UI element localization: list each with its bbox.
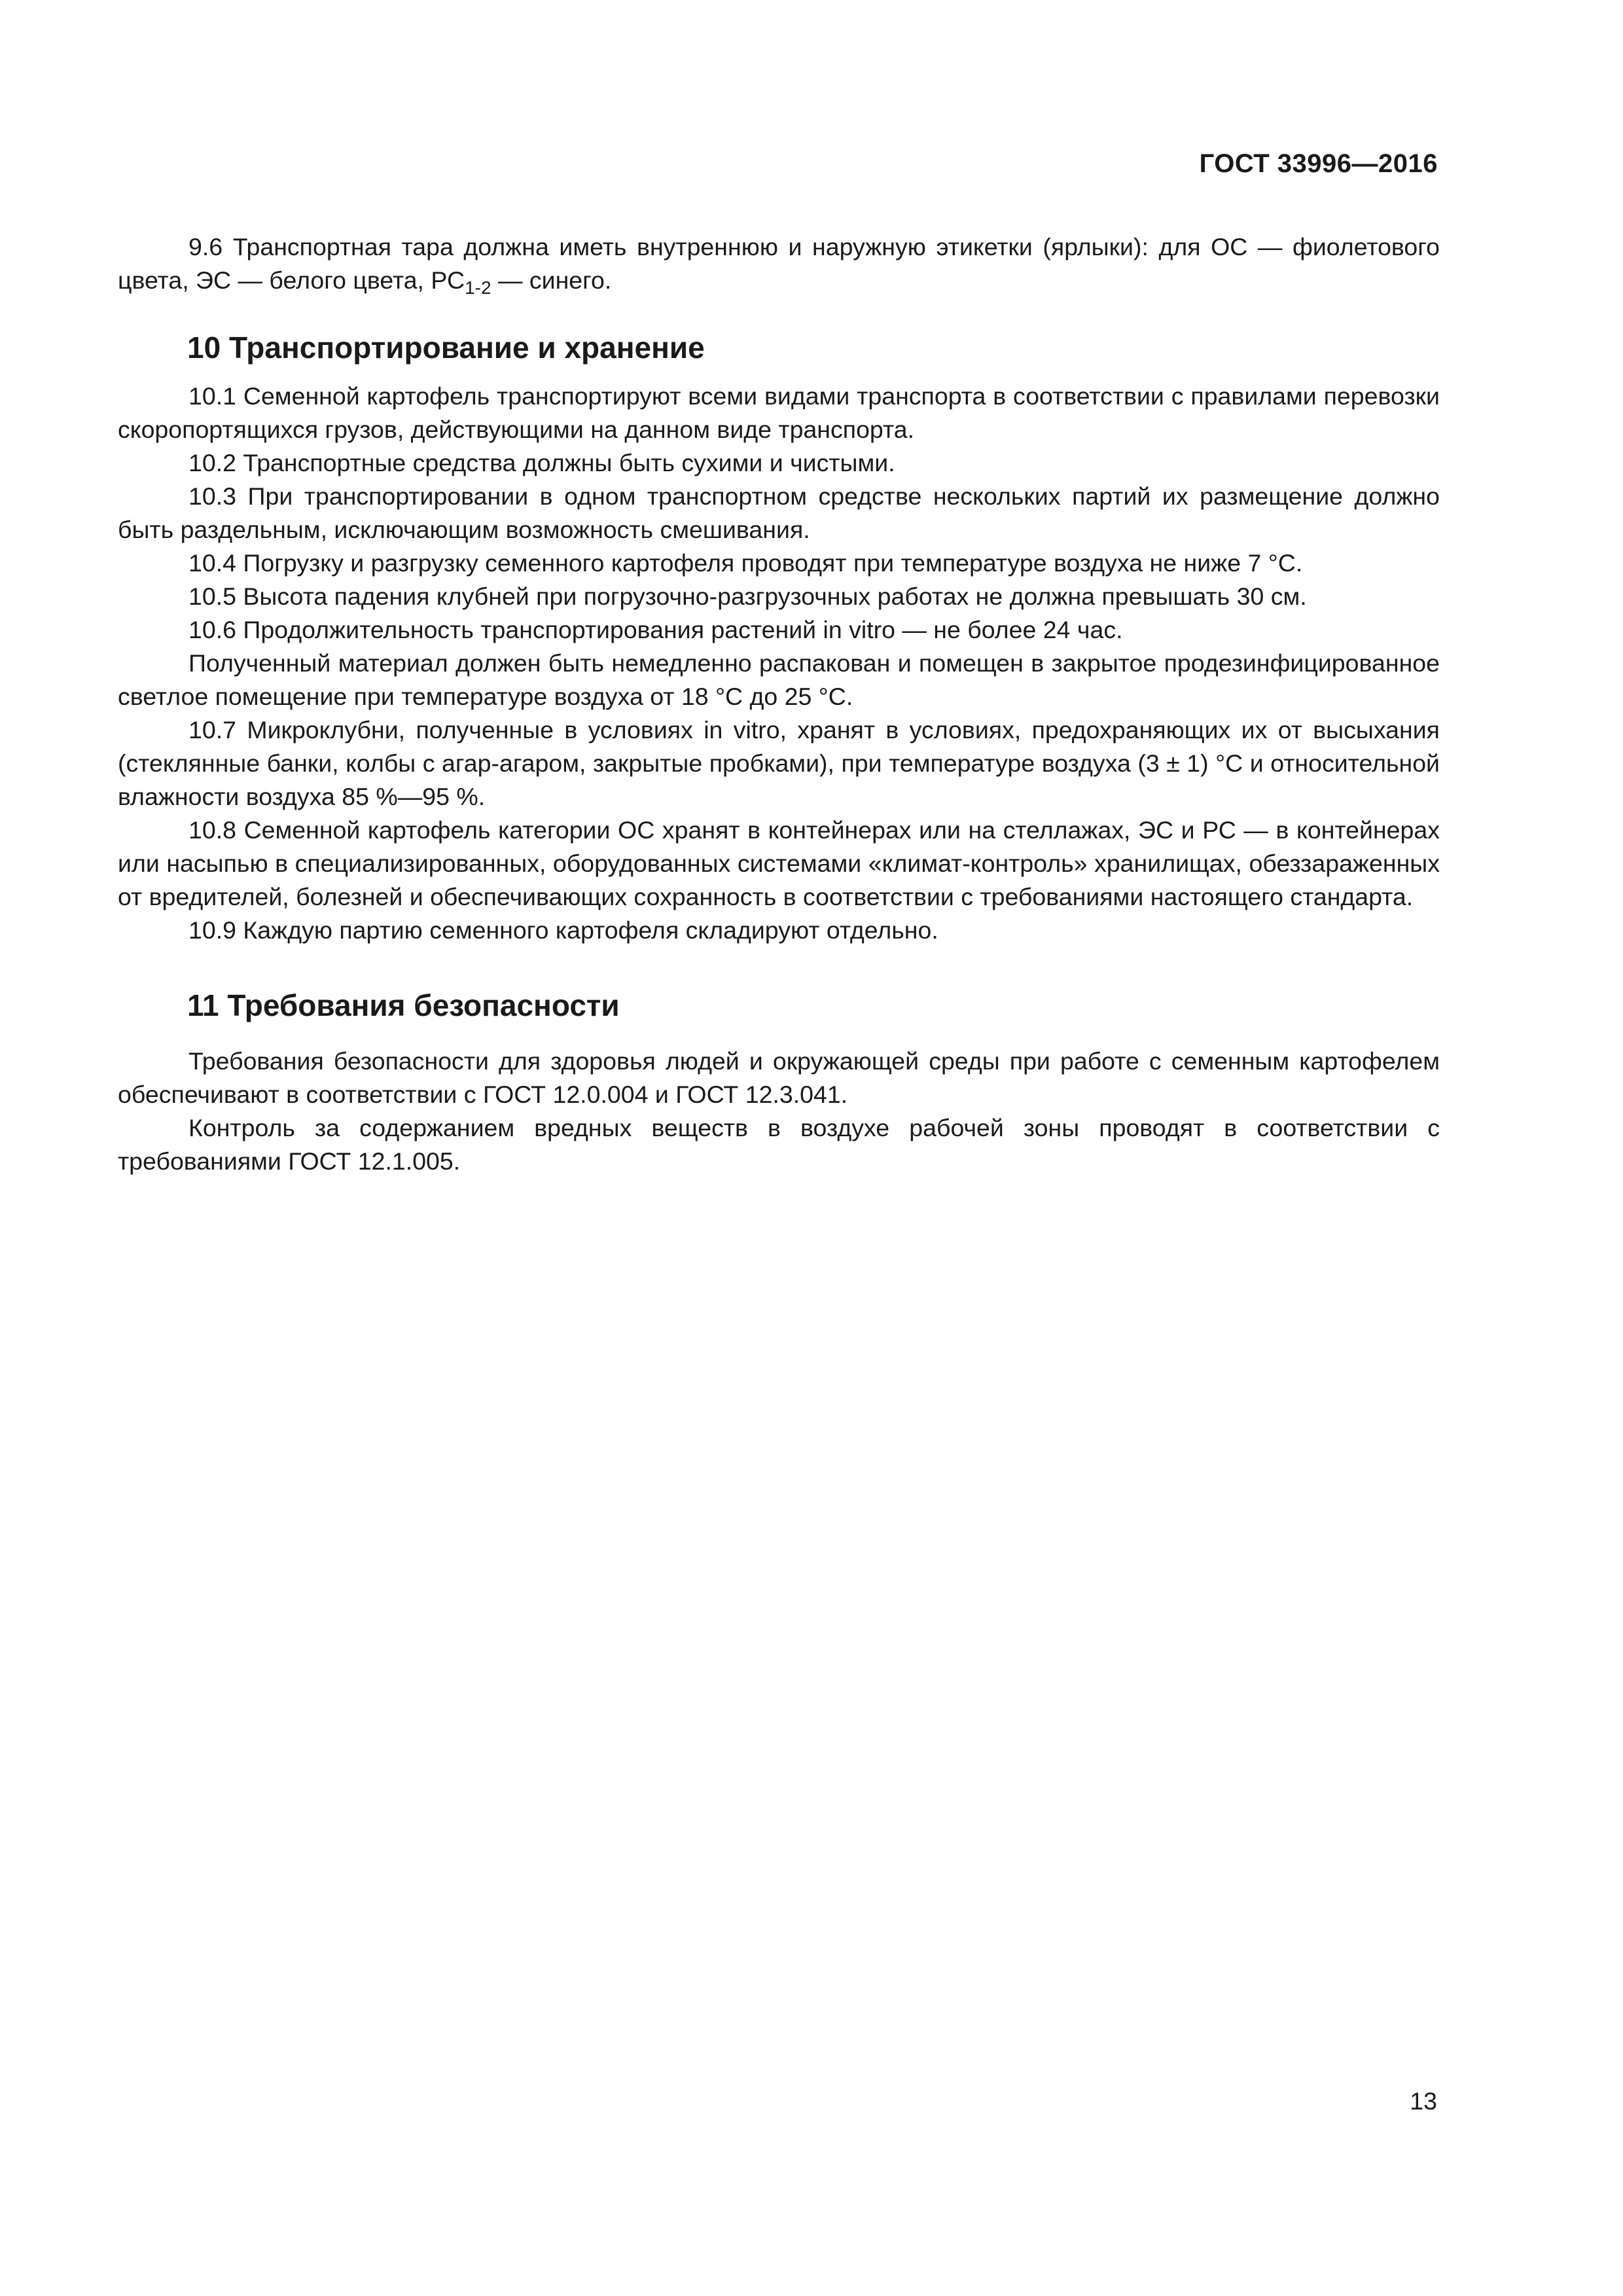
- paragraph-11-2: Контроль за содержанием вредных веществ в воздухе рабочей зоны проводят в соответствии с требованиями ГОСТ 12.1.005.: [118, 1114, 1440, 1175]
- paragraph-10-5: 10.5 Высота падения клубней при погрузочно-разгрузочных работах не должна превышать 30 см.: [188, 583, 1307, 610]
- subscript-rs: 1-2: [465, 278, 491, 298]
- paragraph-10-9: 10.9 Каждую партию семенного картофеля складируют отдельно.: [188, 916, 938, 944]
- section-10-heading: 10 Транспортирование и хранение: [187, 331, 705, 365]
- page-number: 13: [1410, 2087, 1437, 2115]
- paragraph-10-8: 10.8 Семенной картофель категории ОС хранят в контейнерах или на стеллажах, ЭС и РС — в контейнерах или насыпью в специализированных, оборудованных системами «климат-контроль» хранилищах, обеззараженных от вредителей, болезней и обеспечивающих сохранность в соответствии с требованиями настоящего стандарта.: [118, 816, 1440, 910]
- paragraph-9-6-end: — синего.: [491, 266, 612, 294]
- paragraph-10-4: 10.4 Погрузку и разгрузку семенного картофеля проводят при температуре воздуха не ниже 7 °С.: [188, 549, 1303, 577]
- paragraph-10-2: 10.2 Транспортные средства должны быть сухими и чистыми.: [188, 449, 895, 476]
- paragraph-9-6-text: 9.6 Транспортная тара должна иметь внутреннюю и наружную этикетки (ярлыки): для ОС — фиолетового цвета, ЭС — белого цвета, РС: [118, 233, 1440, 294]
- paragraph-10-6: 10.6 Продолжительность транспортирования растений in vitro — не более 24 час.: [188, 616, 1123, 643]
- document-body: [118, 230, 1440, 1178]
- paragraph-10-1: 10.1 Семенной картофель транспортируют всеми видами транспорта в соответствии с правилами перевозки скоропортящихся грузов, действующими на данном виде транспорта.: [118, 382, 1440, 443]
- paragraph-11-1: Требования безопасности для здоровья людей и окружающей среды при работе с семенным картофелем обеспечивают в соответствии с ГОСТ 12.0.004 и ГОСТ 12.3.041.: [118, 1047, 1440, 1108]
- section-11-heading: 11 Требования безопасности: [187, 988, 620, 1022]
- paragraph-9-6: [118, 230, 1440, 297]
- paragraph-10-7: 10.7 Микроклубни, полученные в условиях in vitro, хранят в условиях, предохраняющих их от высыхания (стеклянные банки, колбы с агар-агаром, закрытые пробками), при температуре воздуха (3 ± 1) °С и относительной влажности воздуха 85 %—95 %.: [118, 716, 1440, 810]
- standard-code: ГОСТ 33996—2016: [1199, 149, 1438, 178]
- paragraph-10-6-continued: Полученный материал должен быть немедленно распакован и помещен в закрытое продезинфицированное светлое помещение при температуре воздуха от 18 °С до 25 °С.: [118, 649, 1440, 710]
- paragraph-10-3: 10.3 При транспортировании в одном транспортном средстве нескольких партий их размещение должно быть раздельным, исключающим возможность смешивания.: [118, 482, 1440, 543]
